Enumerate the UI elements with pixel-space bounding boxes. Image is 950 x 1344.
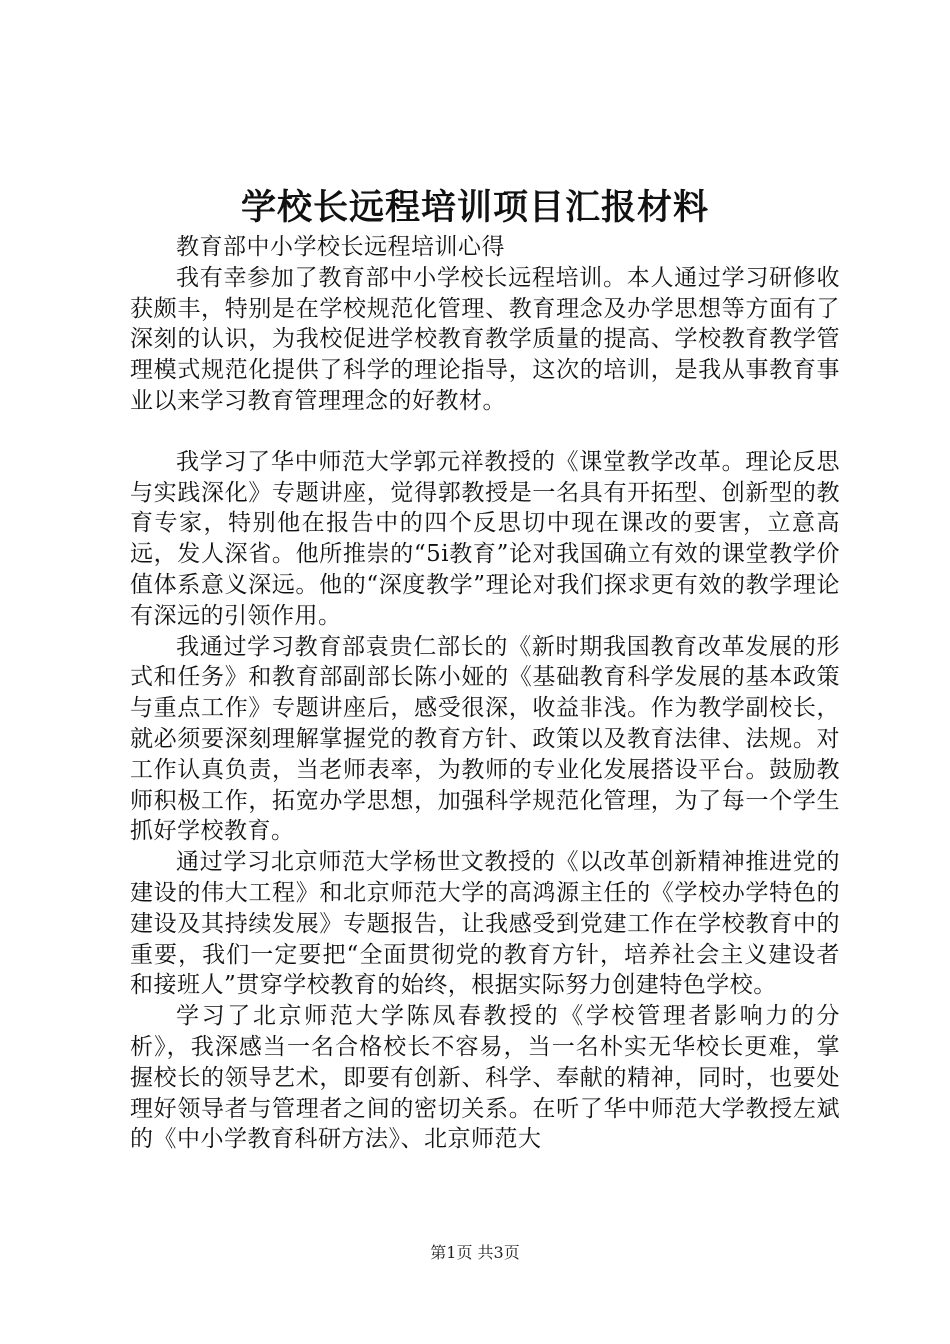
document-subtitle: 教育部中小学校长远程培训心得 xyxy=(176,234,505,260)
document-body xyxy=(130,232,840,1155)
body-paragraph: 通过学习北京师范大学杨世文教授的《以改革创新精神推进党的建设的伟大工程》和北京师范大学的高鸿源主任的《学校办学特色的建设及其持续发展》专题报告，让我感受到党建工作在学校教育中的重要，我们一定要把“全面贯彻党的教育方针，培养社会主义建设者和接班人”贯穿学校教育的始终，根据实际努力创建特色学校。 xyxy=(130,849,840,999)
body-paragraph: 我有幸参加了教育部中小学校长远程培训。本人通过学习研修收获颇丰，特别是在学校规范化管理、教育理念及办学思想等方面有了深刻的认识，为我校促进学校教育教学质量的提高、学校教育教学管理模式规范化提供了科学的理论指导，这次的培训，是我从事教育事业以来学习教育管理理念的好教材。 xyxy=(130,264,840,414)
page-number-footer: 第1页 共3页 xyxy=(430,1243,520,1262)
body-paragraph: 我学习了华中师范大学郭元祥教授的《课堂教学改革。理论反思与实践深化》专题讲座，觉得郭教授是一名具有开拓型、创新型的教育专家，特别他在报告中的四个反思切中现在课改的要害，立意高远，发人深省。他所推崇的“5i教育”论对我国确立有效的课堂教学价值体系意义深远。他的“深度教学”理论对我们探求更有效的教学理论有深远的引领作用。 xyxy=(130,448,840,629)
body-paragraph: 我通过学习教育部袁贵仁部长的《新时期我国教育改革发展的形式和任务》和教育部副部长陈小娅的《基础教育科学发展的基本政策与重点工作》专题讲座后，感受很深，收益非浅。作为教学副校长，就必须要深刻理解掌握党的教育方针、政策以及教育法律、法规。对工作认真负责，当老师表率，为教师的专业化发展搭设平台。鼓励教师积极工作，拓宽办学思想，加强科学规范化管理，为了每一个学生抓好学校教育。 xyxy=(130,633,840,845)
document-title: 学校长远程培训项目汇报材料 xyxy=(240,187,709,228)
body-paragraph: 学习了北京师范大学陈凤春教授的《学校管理者影响力的分析》，我深感当一名合格校长不容易，当一名朴实无华校长更难，掌握校长的领导艺术，即要有创新、科学、奉献的精神，同时，也要处理好领导者与管理者之间的密切关系。在听了华中师范大学教授左斌的《中小学教育科研方法》、北京师范大 xyxy=(130,1003,840,1153)
